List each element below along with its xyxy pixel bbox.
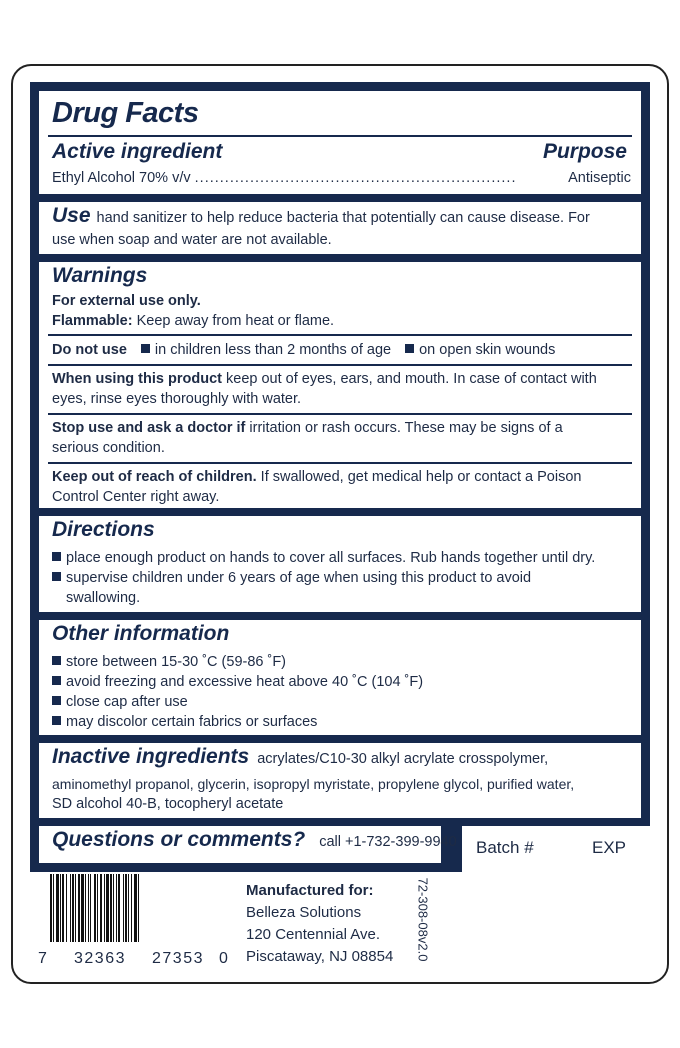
dot-leader: ................................................................ <box>194 170 517 186</box>
keep-out-label: Keep out of reach of children. <box>52 469 257 485</box>
bullet-icon <box>52 656 61 665</box>
title-rule <box>48 135 632 137</box>
active-ingredient-name: Ethyl Alcohol 70% v/v <box>52 170 191 186</box>
bullet-icon <box>52 716 61 725</box>
when-using-text-2: eyes, rinse eyes thoroughly with water. <box>52 391 302 407</box>
barcode-left-digits: 32363 <box>74 950 126 967</box>
other-item-4 <box>52 712 631 732</box>
flammable-text: Keep away from heat or flame. <box>136 313 335 329</box>
warnings-rule-2 <box>48 364 632 366</box>
batch-label: Batch # <box>476 838 534 857</box>
barcode-last-digit: 0 <box>219 950 230 967</box>
do-not-use-label: Do not use <box>52 342 127 358</box>
warnings-rule-1 <box>48 334 632 336</box>
stop-use-text-2: serious condition. <box>52 440 165 456</box>
manufacturer-name: Belleza Solutions <box>246 904 362 921</box>
bullet-icon <box>52 696 61 705</box>
other-item-4-text: may discolor certain fabrics or surfaces <box>66 714 318 730</box>
directions-heading: Directions <box>52 518 155 541</box>
stop-use-label: Stop use and ask a doctor if <box>52 420 246 436</box>
keep-out-text-2: Control Center right away. <box>52 489 220 505</box>
stop-use-text-1: irritation or rash occurs. These may be signs of a <box>249 420 563 436</box>
purpose-heading: Purpose <box>542 140 627 163</box>
other-item-1-text: store between 15-30 ˚C (59-86 ˚F) <box>66 654 287 670</box>
other-item-3 <box>52 692 631 712</box>
active-ingredient-heading: Active ingredient <box>52 140 223 163</box>
drug-facts-title: Drug Facts <box>52 97 199 129</box>
other-item-1 <box>52 652 631 672</box>
keep-out-text-1: If swallowed, get medical help or contact a Poison <box>260 469 582 485</box>
barcode-right-digits: 27353 <box>152 950 204 967</box>
directions-item-2-text-2: swallowing. <box>66 590 141 606</box>
use-text-2: use when soap and water are not available. <box>52 232 332 248</box>
label-code: 72-308-08v2.0 <box>415 877 431 962</box>
barcode <box>50 874 230 942</box>
when-using-text-1: keep out of eyes, ears, and mouth. In case of contact with <box>226 371 597 387</box>
do-not-use-item-2: on open skin wounds <box>419 342 556 358</box>
use-box <box>39 202 641 254</box>
drug-facts-panel <box>30 82 650 872</box>
questions-phone: call +1-732-399-9940 <box>319 834 457 850</box>
active-ingredient-box <box>39 91 641 194</box>
warnings-rule-3 <box>48 413 632 415</box>
active-purpose: Antiseptic <box>568 170 631 186</box>
directions-item-2-text-1: supervise children under 6 years of age when using this product to avoid <box>66 570 532 586</box>
when-using-line-1 <box>52 369 631 389</box>
inactive-text-3: SD alcohol 40-B, tocopheryl acetate <box>52 796 284 812</box>
directions-box <box>39 516 641 612</box>
manufacturer-address-1: 120 Centennial Ave. <box>246 926 380 943</box>
bullet-icon <box>141 344 150 353</box>
barcode-bar <box>139 874 141 942</box>
keep-out-line-1 <box>52 467 631 487</box>
exp-label: EXP <box>592 838 627 857</box>
other-item-2-text: avoid freezing and excessive heat above 40 ˚C (104 ˚F) <box>66 674 424 690</box>
directions-item-2 <box>52 568 631 588</box>
when-using-label: When using this product <box>52 371 222 387</box>
inactive-line-1 <box>52 747 631 769</box>
use-line-1 <box>52 206 631 228</box>
active-ingredient-row <box>52 168 631 188</box>
warnings-box <box>39 262 641 508</box>
other-item-3-text: close cap after use <box>66 694 188 710</box>
bullet-icon <box>52 552 61 561</box>
other-information-heading: Other information <box>52 622 230 645</box>
use-heading: Use <box>52 204 91 227</box>
barcode-first-digit: 7 <box>38 950 49 967</box>
batch-exp-area <box>462 826 652 872</box>
questions-line <box>52 828 457 852</box>
directions-item-1 <box>52 548 631 568</box>
bullet-icon <box>52 676 61 685</box>
inactive-ingredients-box <box>39 743 641 818</box>
manufacturer-address-2: Piscataway, NJ 08854 <box>246 948 394 965</box>
external-use-text: For external use only. <box>52 293 201 309</box>
manufacturer-heading: Manufactured for: <box>246 882 374 899</box>
stop-use-line-1 <box>52 418 631 438</box>
use-text-1: hand sanitizer to help reduce bacteria that potentially can cause disease. For <box>96 210 590 226</box>
bullet-icon <box>405 344 414 353</box>
do-not-use-item-1: in children less than 2 months of age <box>154 342 392 358</box>
directions-item-1-text: place enough product on hands to cover all surfaces. Rub hands together until dry. <box>66 550 596 566</box>
bullet-icon <box>52 572 61 581</box>
inactive-text-2: aminomethyl propanol, glycerin, isopropyl myristate, propylene glycol, purified water, <box>52 776 575 792</box>
questions-box <box>39 826 457 863</box>
other-information-box <box>39 620 641 735</box>
warnings-heading: Warnings <box>52 264 148 287</box>
flammable-line <box>52 311 631 331</box>
questions-heading: Questions or comments? <box>52 828 306 851</box>
other-item-2 <box>52 672 631 692</box>
inactive-ingredients-heading: Inactive ingredients <box>52 745 250 768</box>
inactive-text-1: acrylates/C10-30 alkyl acrylate crosspolymer, <box>257 751 549 767</box>
flammable-label: Flammable: <box>52 313 133 329</box>
warnings-rule-4 <box>48 462 632 464</box>
manufacturer-block <box>246 880 393 968</box>
do-not-use-line <box>52 340 631 360</box>
